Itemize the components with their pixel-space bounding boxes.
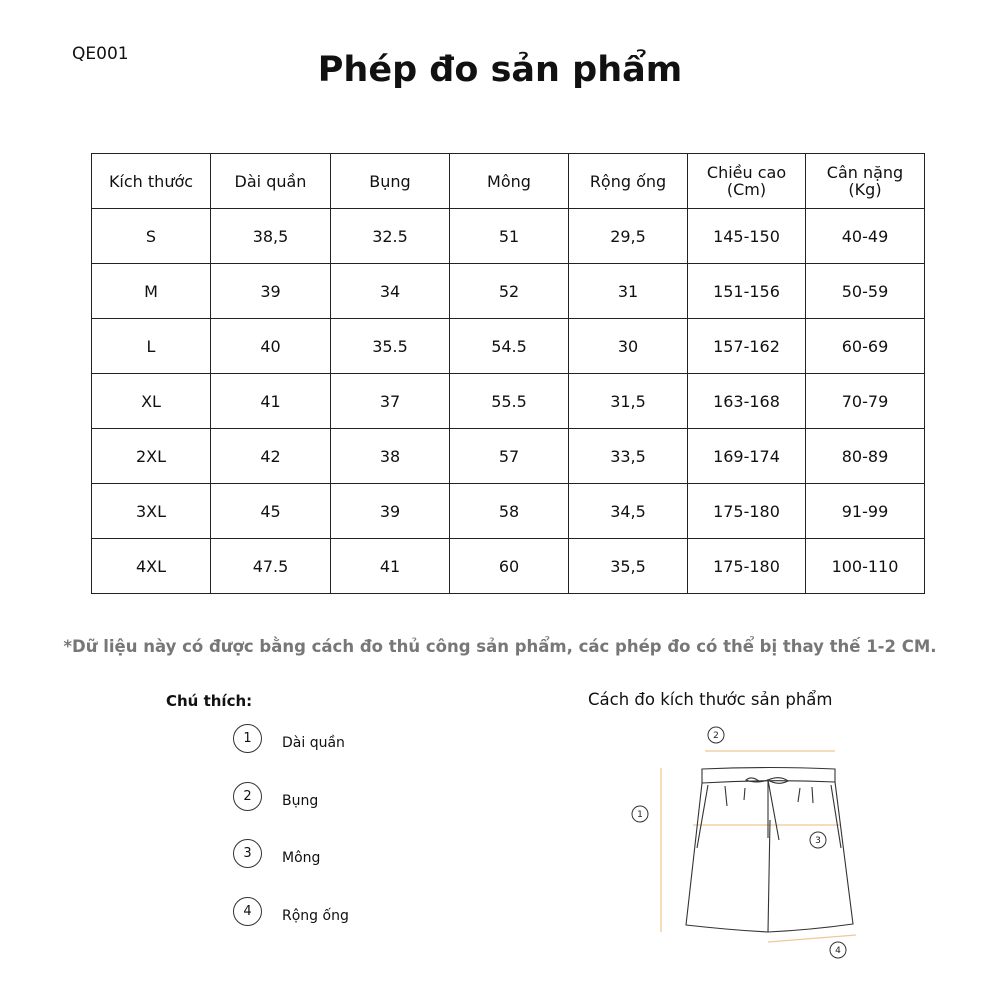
header-cell: Dài quần xyxy=(211,154,331,209)
value-cell: 58 xyxy=(450,484,569,539)
value-cell: 35,5 xyxy=(569,539,688,594)
value-cell: 175-180 xyxy=(688,484,806,539)
value-cell: 40-49 xyxy=(806,209,925,264)
marker-1-label: 1 xyxy=(637,810,643,820)
leg-opening-line xyxy=(768,935,856,942)
shorts-icon xyxy=(686,768,853,933)
value-cell: 41 xyxy=(331,539,450,594)
product-code: QE001 xyxy=(72,44,129,64)
value-cell: 57 xyxy=(450,429,569,484)
value-cell: 70-79 xyxy=(806,374,925,429)
value-cell: 145-150 xyxy=(688,209,806,264)
number-circle: 2 xyxy=(233,782,262,811)
value-cell: 34 xyxy=(331,264,450,319)
value-cell: 55.5 xyxy=(450,374,569,429)
value-cell: 35.5 xyxy=(331,319,450,374)
value-cell: 39 xyxy=(211,264,331,319)
number-circle: 4 xyxy=(233,897,262,926)
value-cell: 163-168 xyxy=(688,374,806,429)
size-cell: M xyxy=(92,264,211,319)
value-cell: 37 xyxy=(331,374,450,429)
value-cell: 38 xyxy=(331,429,450,484)
value-cell: 32.5 xyxy=(331,209,450,264)
value-cell: 175-180 xyxy=(688,539,806,594)
value-cell: 169-174 xyxy=(688,429,806,484)
value-cell: 54.5 xyxy=(450,319,569,374)
legend-label: Mông xyxy=(282,849,321,866)
legend-label: Rộng ống xyxy=(282,907,349,924)
measure-lines xyxy=(661,751,856,942)
value-cell: 91-99 xyxy=(806,484,925,539)
value-cell: 157-162 xyxy=(688,319,806,374)
marker-3-label: 3 xyxy=(815,836,821,846)
size-cell: L xyxy=(92,319,211,374)
value-cell: 42 xyxy=(211,429,331,484)
value-cell: 41 xyxy=(211,374,331,429)
marker-2-label: 2 xyxy=(713,731,719,741)
size-cell: 4XL xyxy=(92,539,211,594)
value-cell: 100-110 xyxy=(806,539,925,594)
value-cell: 151-156 xyxy=(688,264,806,319)
header-cell: Rộng ống xyxy=(569,154,688,209)
legend-title: Chú thích: xyxy=(166,692,253,710)
value-cell: 33,5 xyxy=(569,429,688,484)
value-cell: 30 xyxy=(569,319,688,374)
size-cell: XL xyxy=(92,374,211,429)
value-cell: 38,5 xyxy=(211,209,331,264)
value-cell: 60 xyxy=(450,539,569,594)
marker-4-label: 4 xyxy=(835,946,841,956)
value-cell: 47.5 xyxy=(211,539,331,594)
value-cell: 51 xyxy=(450,209,569,264)
header-cell: Mông xyxy=(450,154,569,209)
value-cell: 34,5 xyxy=(569,484,688,539)
value-cell: 80-89 xyxy=(806,429,925,484)
size-cell: S xyxy=(92,209,211,264)
header-cell: Chiều cao (Cm) xyxy=(688,154,806,209)
value-cell: 40 xyxy=(211,319,331,374)
page-title: Phép đo sản phẩm xyxy=(317,50,683,90)
header-cell: Kích thước xyxy=(92,154,211,209)
value-cell: 45 xyxy=(211,484,331,539)
value-cell: 60-69 xyxy=(806,319,925,374)
value-cell: 31,5 xyxy=(569,374,688,429)
size-cell: 3XL xyxy=(92,484,211,539)
value-cell: 31 xyxy=(569,264,688,319)
value-cell: 39 xyxy=(331,484,450,539)
legend-label: Bụng xyxy=(282,792,319,809)
legend-label: Dài quần xyxy=(282,734,345,751)
number-circle: 3 xyxy=(233,839,262,868)
measurement-note: *Dữ liệu này có được bằng cách đo thủ công sản phẩm, các phép đo có thể bị thay thế 1-2 CM. xyxy=(63,637,937,656)
header-cell: Bụng xyxy=(331,154,450,209)
diagram-title: Cách đo kích thước sản phẩm xyxy=(588,690,833,709)
value-cell: 50-59 xyxy=(806,264,925,319)
value-cell: 29,5 xyxy=(569,209,688,264)
value-cell: 52 xyxy=(450,264,569,319)
size-cell: 2XL xyxy=(92,429,211,484)
header-cell: Cân nặng (Kg) xyxy=(806,154,925,209)
number-circle: 1 xyxy=(233,724,262,753)
